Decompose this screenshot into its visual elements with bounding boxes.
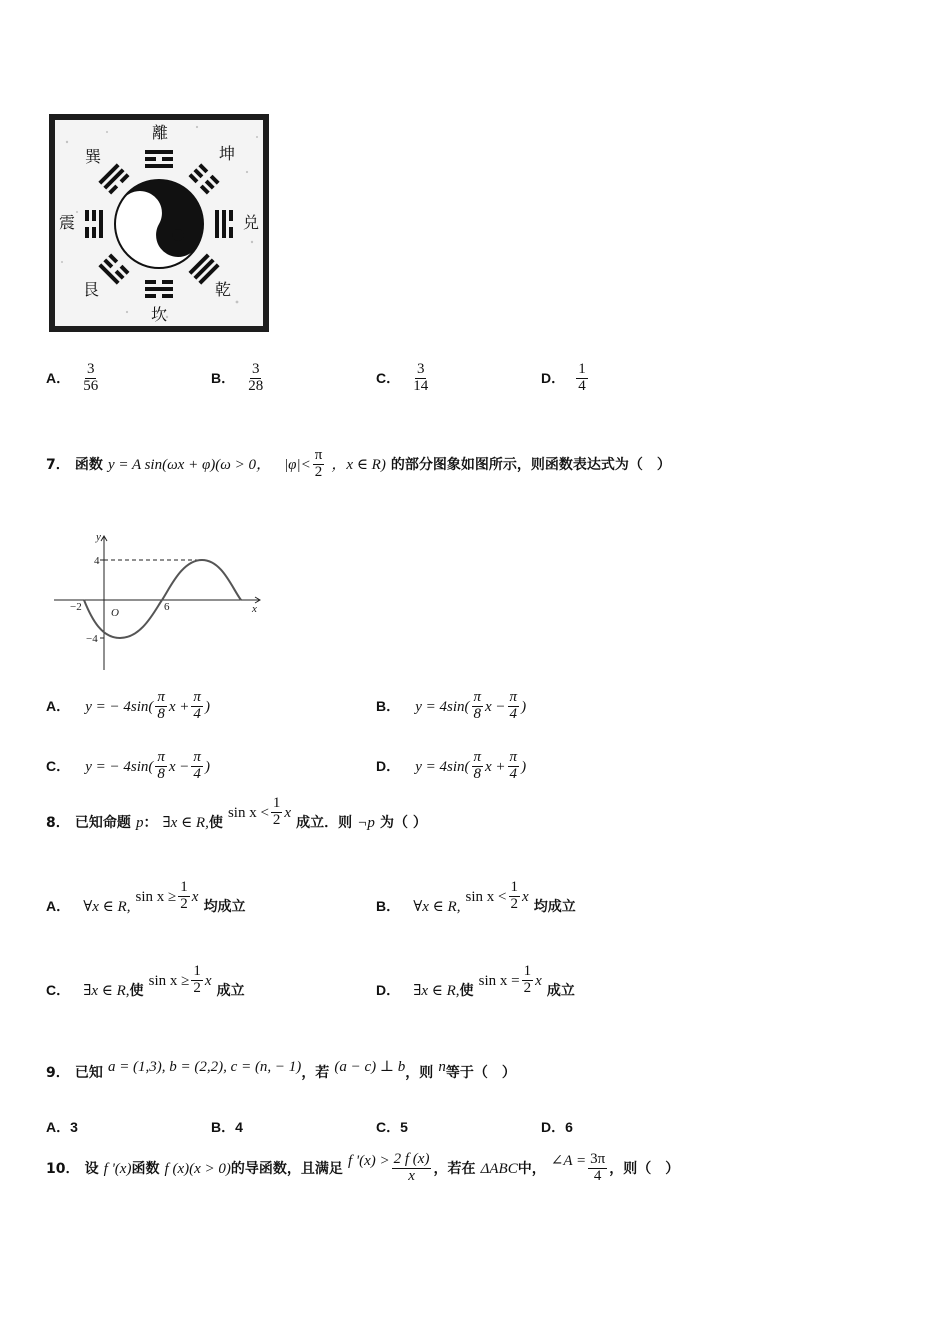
- option-label: D．: [376, 981, 401, 998]
- fraction-numerator: 1: [523, 963, 532, 979]
- option-label: C．: [376, 1119, 401, 1135]
- option-label: C．: [46, 757, 71, 774]
- fraction-denominator: 8: [157, 705, 165, 722]
- fraction-numerator: π: [157, 689, 165, 705]
- q9-suffix: 等于（ ）: [445, 1065, 516, 1081]
- q7-option-d: [376, 750, 526, 783]
- q10-fx: f (x)(x > 0): [164, 1160, 231, 1177]
- graph-tick-neg4: −4: [86, 633, 98, 645]
- fraction-denominator: 2: [510, 895, 519, 912]
- q10-angle: ∠A =: [550, 1152, 587, 1169]
- fraction-numerator: 3: [416, 361, 425, 377]
- q8-prefix: 已知命题: [74, 814, 131, 831]
- q10-she: 设: [84, 1160, 99, 1177]
- option-tail: 成立: [546, 982, 575, 999]
- fraction-numerator: 1: [510, 879, 519, 895]
- option-label: A．: [46, 1119, 71, 1135]
- option-expr: x +: [485, 758, 506, 775]
- fraction-denominator: 4: [578, 377, 586, 394]
- fraction-denominator: 2: [180, 895, 188, 912]
- q8-suffix2: 为（ ）: [379, 814, 427, 831]
- option-tail: 均成立: [203, 898, 246, 915]
- bagua-label-li: 離: [152, 123, 169, 142]
- graph-tick-4: 4: [94, 555, 100, 567]
- fraction-denominator: 28: [248, 377, 264, 394]
- fraction-denominator: 4: [193, 765, 201, 782]
- fraction-numerator: π: [314, 447, 323, 463]
- option-label: A．: [46, 897, 71, 914]
- fraction-denominator: 2: [272, 811, 281, 828]
- graph-y-label: y: [96, 531, 101, 543]
- option-expr: ): [521, 758, 527, 775]
- q8-option-c: [46, 963, 245, 1007]
- fraction-denominator: 2: [523, 979, 532, 996]
- fraction-denominator: 4: [593, 1167, 602, 1184]
- q6-option-c: [376, 362, 432, 395]
- option-expr: y = − 4sin(: [85, 758, 154, 775]
- q9-ze: ，则: [405, 1065, 434, 1081]
- option-relation: sin x ≥: [135, 888, 177, 905]
- q9-option-c: [376, 1117, 408, 1137]
- option-value: 6: [565, 1119, 573, 1135]
- fraction-denominator: 14: [413, 377, 429, 394]
- fraction-denominator: 4: [509, 765, 518, 782]
- q7-stem: [46, 448, 671, 481]
- graph-tick-neg2: −2: [70, 601, 82, 613]
- option-label: D．: [541, 369, 566, 386]
- option-label: C．: [376, 369, 401, 386]
- fraction-numerator: π: [193, 689, 201, 705]
- option-x: x: [204, 972, 212, 989]
- option-label: D．: [376, 757, 401, 774]
- bagua-label-qian: 乾: [215, 280, 232, 299]
- q10-daohanshu: 的导函数，且满足: [230, 1160, 343, 1177]
- q8-stem: [46, 795, 427, 839]
- option-expr: ): [521, 698, 527, 715]
- q7-function: y = A sin(ωx + φ)(ω > 0，: [107, 456, 271, 473]
- fraction-denominator: 8: [473, 705, 481, 722]
- option-label: A．: [46, 369, 71, 386]
- q9-prefix: 已知: [74, 1065, 103, 1081]
- question-number: 10．: [46, 1160, 80, 1177]
- bagua-label-xun: 巽: [85, 147, 102, 166]
- q8-shi: 使: [208, 814, 223, 831]
- fraction-denominator: 2: [314, 463, 323, 480]
- option-label: D．: [541, 1119, 566, 1135]
- option-label: C．: [46, 981, 71, 998]
- fraction-denominator: x: [408, 1167, 415, 1184]
- q8-option-d: [376, 963, 575, 1007]
- option-quantifier: ∃x ∈ R,: [83, 982, 130, 999]
- option-label: B．: [376, 697, 401, 714]
- option-relation: sin x ≥: [148, 972, 190, 989]
- option-relation: sin x =: [478, 972, 520, 989]
- fraction-denominator: 56: [83, 377, 99, 394]
- graph-tick-6: 6: [164, 601, 170, 613]
- q7-suffix: 的部分图象如图所示，则函数表达式为（ ）: [390, 456, 671, 473]
- q7-prefix: 函数: [74, 456, 103, 473]
- option-expr: ): [204, 698, 210, 715]
- fraction-numerator: 3π: [590, 1151, 606, 1167]
- fraction-numerator: π: [157, 749, 165, 765]
- fraction-numerator: 3: [86, 361, 95, 377]
- fraction-numerator: π: [509, 689, 518, 705]
- option-x: x: [191, 888, 199, 905]
- fraction-denominator: 4: [193, 705, 201, 722]
- q8-suffix1: 成立．则: [296, 814, 353, 831]
- option-value: 3: [70, 1119, 78, 1135]
- q7-phi-condition: |φ|<: [284, 456, 311, 473]
- question-number: 7．: [46, 456, 70, 473]
- option-expr: y = − 4sin(: [85, 698, 154, 715]
- fraction-numerator: 3: [251, 361, 260, 377]
- q10-fprime: f '(x): [103, 1160, 132, 1177]
- q8-p: p: [135, 814, 144, 831]
- q9-option-d: [541, 1117, 573, 1137]
- fraction-numerator: 1: [578, 361, 586, 377]
- q8-option-b: [376, 879, 576, 923]
- q7-domain: ，x ∈ R): [331, 456, 386, 473]
- bagua-label-zhen: 震: [59, 213, 76, 232]
- q9-n: n: [438, 1059, 446, 1075]
- option-value: 5: [400, 1119, 408, 1135]
- option-label: A．: [46, 697, 71, 714]
- q10-triangle: ΔABC: [480, 1160, 518, 1177]
- fraction-numerator: π: [473, 749, 482, 765]
- q10-suffix: ，则（ ）: [609, 1160, 680, 1177]
- option-quantifier: ∃x ∈ R,: [413, 982, 460, 999]
- fraction-denominator: 4: [509, 705, 518, 722]
- q7-option-c: [46, 750, 210, 783]
- q8-option-a: [46, 879, 246, 923]
- option-quantifier: ∀x ∈ R,: [83, 898, 131, 915]
- fraction-numerator: π: [473, 689, 482, 705]
- q6-option-a: [46, 362, 102, 395]
- option-expr: x −: [485, 698, 506, 715]
- option-tail: 成立: [216, 982, 245, 999]
- q10-hanshu: 函数: [131, 1160, 160, 1177]
- bagua-label-kun: 坤: [219, 144, 236, 163]
- fraction-numerator: π: [509, 749, 518, 765]
- q9-ruo: ，若: [301, 1065, 330, 1081]
- option-expr: y = 4sin(: [415, 758, 470, 775]
- q6-option-b: [211, 362, 267, 395]
- q10-ruozai: ，若在: [433, 1160, 476, 1177]
- option-expr: x −: [168, 758, 190, 775]
- graph-origin: O: [111, 607, 119, 619]
- option-label: B．: [376, 897, 401, 914]
- fraction-denominator: 8: [157, 765, 165, 782]
- q9-condition: (a − c) ⊥ b: [334, 1059, 406, 1075]
- graph-x-label: x: [252, 603, 257, 615]
- q8-colon: ：: [143, 814, 158, 831]
- fraction-numerator: 2 f (x): [393, 1151, 430, 1167]
- option-shi: 使: [129, 982, 144, 999]
- bagua-label-gen: 艮: [83, 280, 100, 299]
- option-shi: 使: [459, 982, 474, 999]
- q8-exists: ∃x ∈ R,: [162, 814, 209, 831]
- q6-option-d: [541, 362, 590, 395]
- q9-option-a: [46, 1117, 78, 1137]
- q9-option-b: [211, 1117, 243, 1137]
- bagua-label-kan: 坎: [151, 305, 168, 324]
- option-relation: sin x <: [465, 888, 507, 905]
- fraction-numerator: 1: [272, 795, 281, 811]
- question-number: 8．: [46, 814, 70, 831]
- q7-graph: [50, 530, 265, 672]
- option-label: B．: [211, 369, 236, 386]
- option-x: x: [535, 972, 542, 989]
- q7-option-a: [46, 690, 210, 723]
- q8-x: x: [284, 804, 292, 821]
- option-label: B．: [211, 1119, 236, 1135]
- q8-sinx: sin x <: [227, 804, 269, 821]
- bagua-image: [47, 112, 271, 334]
- option-tail: 均成立: [533, 898, 576, 915]
- q10-inequality-left: f '(x) >: [347, 1152, 390, 1169]
- question-number: 9．: [46, 1065, 70, 1081]
- option-x: x: [522, 888, 529, 905]
- q9-stem: [46, 1059, 516, 1082]
- fraction-numerator: 1: [193, 963, 201, 979]
- q10-zhong: 中，: [517, 1160, 546, 1177]
- q10-stem: [46, 1152, 679, 1185]
- fraction-numerator: 1: [180, 879, 188, 895]
- option-quantifier: ∀x ∈ R,: [413, 898, 461, 915]
- q8-notp: ¬p: [357, 814, 375, 831]
- option-expr: y = 4sin(: [415, 698, 470, 715]
- fraction-denominator: 8: [473, 765, 481, 782]
- option-expr: ): [204, 758, 210, 775]
- q9-vectors: a = (1,3), b = (2,2), c = (n, − 1): [107, 1059, 302, 1075]
- fraction-numerator: π: [193, 749, 201, 765]
- option-expr: x +: [168, 698, 190, 715]
- q7-option-b: [376, 690, 526, 723]
- bagua-label-dui: 兑: [243, 213, 260, 232]
- fraction-denominator: 2: [193, 979, 201, 996]
- option-value: 4: [235, 1119, 243, 1135]
